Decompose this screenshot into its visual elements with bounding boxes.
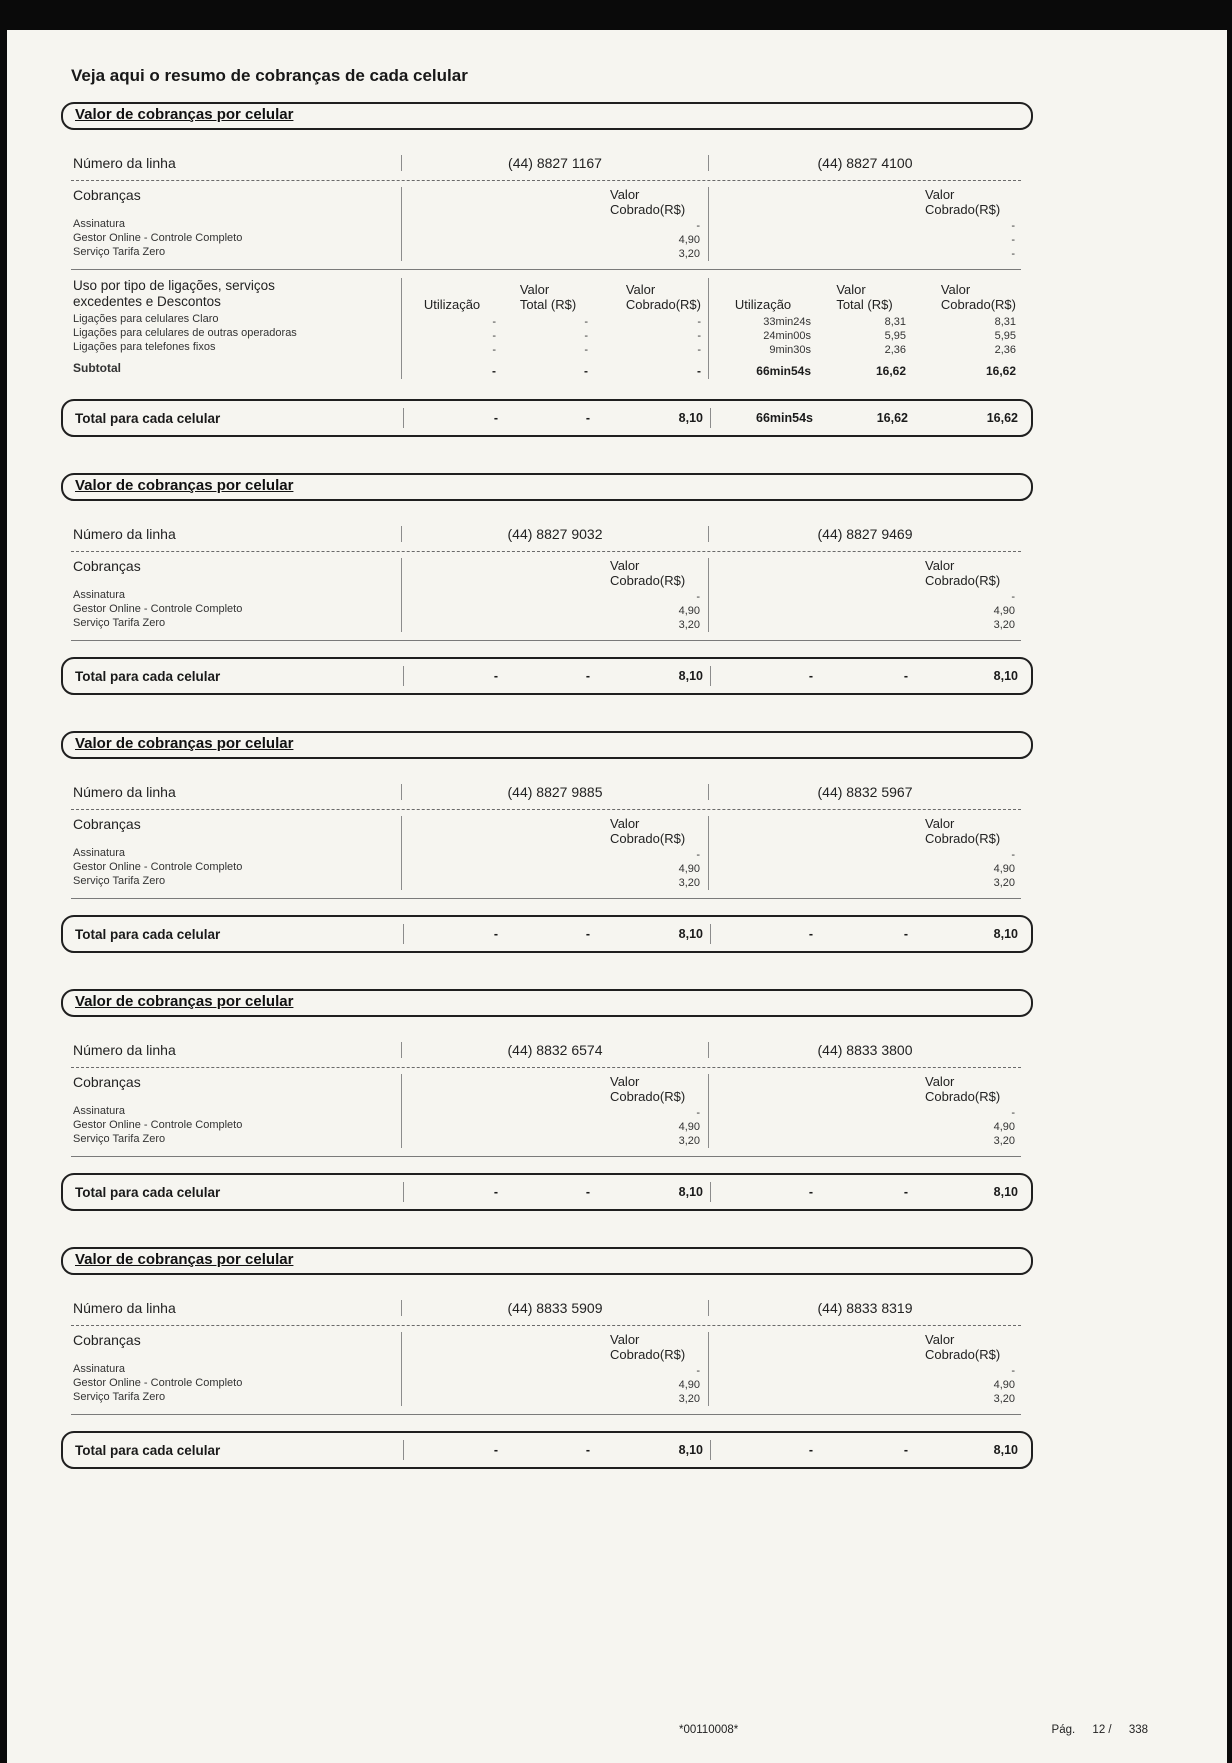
charges-labels-column <box>71 558 401 632</box>
total-values-right <box>710 1440 1023 1460</box>
valor-cobrado-value: 8,31 <box>994 316 1016 328</box>
charge-label-gestor-online: Gestor Online - Controle Completo <box>73 861 243 873</box>
charge-label-tarifa-zero: Serviço Tarifa Zero <box>73 246 166 258</box>
total-row-grid <box>73 408 1031 428</box>
charges-label: Cobranças <box>73 816 141 832</box>
subtotal-valor-total-value: - <box>584 364 588 378</box>
total-valor-cobrado-value: 8,10 <box>678 411 703 425</box>
total-valor-cobrado-value: 16,62 <box>986 411 1018 425</box>
charge-label-gestor-online: Gestor Online - Controle Completo <box>73 1119 243 1131</box>
phone-number-right: (44) 8827 9469 <box>708 526 1021 542</box>
valor-cobrado-header <box>925 1332 1015 1362</box>
charge-value: - <box>696 849 700 861</box>
utilizacao-value: - <box>492 344 496 356</box>
total-row <box>61 399 1033 437</box>
valor-total-value: - <box>584 344 588 356</box>
charge-value: - <box>1011 220 1015 232</box>
usage-title-line2: excedentes e Descontos <box>73 294 221 309</box>
valor-total-value: 2,36 <box>884 344 906 356</box>
page-current: 12 / <box>1092 1724 1112 1736</box>
usage-values-left <box>401 278 708 379</box>
usage-title-line1: Uso por tipo de ligações, serviços <box>73 278 275 293</box>
charge-value: 3,20 <box>993 1393 1015 1405</box>
total-valor-total-value: - <box>903 927 908 941</box>
usage-row-values <box>709 315 1021 329</box>
usage-row-values <box>402 315 708 329</box>
phone-number-right: (44) 8827 4100 <box>708 155 1021 171</box>
total-valor-cobrado-value: 8,10 <box>993 1443 1018 1457</box>
page-label: Pág. <box>1051 1724 1076 1736</box>
scan-artifact-left <box>0 0 7 1763</box>
subtotal-label: Subtotal <box>73 361 121 375</box>
valor-label: Valor <box>610 816 640 831</box>
charges-values-right <box>708 1332 1021 1406</box>
scan-artifact-top <box>0 0 1232 30</box>
section-header <box>61 989 1033 1017</box>
utilizacao-value: 33min24s <box>763 316 811 328</box>
charge-value: 3,20 <box>993 619 1015 631</box>
section-title: Valor de cobranças por celular <box>75 993 294 1010</box>
total-valor-cobrado-value: 8,10 <box>993 1185 1018 1199</box>
billing-section-2 <box>71 473 1021 695</box>
charge-value: 4,90 <box>993 863 1015 875</box>
utilizacao-value: - <box>492 316 496 328</box>
utilizacao-value: 9min30s <box>769 344 811 356</box>
total-valor-total-value: - <box>585 1443 590 1457</box>
charge-value: 4,90 <box>678 863 700 875</box>
valor-label: Valor <box>519 282 550 297</box>
charge-value: 3,20 <box>993 877 1015 889</box>
total-row <box>61 1173 1033 1211</box>
line-number-label: Número da linha <box>73 1300 176 1316</box>
line-number-row <box>71 146 1021 181</box>
charges-block <box>71 810 1021 899</box>
valor-label: Valor <box>610 1332 640 1347</box>
total-valor-total-value: 16,62 <box>876 411 908 425</box>
section-title: Valor de cobranças por celular <box>75 1251 294 1268</box>
charge-value: 4,90 <box>678 1121 700 1133</box>
phone-number-right: (44) 8833 3800 <box>708 1042 1021 1058</box>
phone-number-left: (44) 8833 5909 <box>401 1300 708 1316</box>
cobrado-label: Cobrado(R$) <box>940 297 1016 312</box>
valor-label: Valor <box>925 558 955 573</box>
valor-cobrado-header <box>941 282 1022 312</box>
cobrado-label: Cobrado(R$) <box>610 831 686 846</box>
total-label: Total para cada celular <box>75 926 221 942</box>
total-valor-cobrado-value: 8,10 <box>993 669 1018 683</box>
total-valor-total-value: - <box>585 669 590 683</box>
usage-row-values <box>709 343 1021 357</box>
total-utilizacao-value: - <box>808 1185 813 1199</box>
charge-label-assinatura: Assinatura <box>73 218 125 230</box>
phone-number-right: (44) 8833 8319 <box>708 1300 1021 1316</box>
total-values-left <box>403 666 710 686</box>
usage-labels-column <box>71 278 401 379</box>
valor-cobrado-header <box>925 816 1015 846</box>
valor-cobrado-value: - <box>697 316 701 328</box>
charges-values-right <box>708 816 1021 890</box>
line-number-row <box>71 1291 1021 1326</box>
valor-total-value: - <box>584 330 588 342</box>
valor-total-value: 8,31 <box>884 316 906 328</box>
total-utilizacao-value: - <box>493 411 498 425</box>
charge-label-assinatura: Assinatura <box>73 847 125 859</box>
charge-value: - <box>1011 248 1015 260</box>
total-row <box>61 915 1033 953</box>
valor-total-header <box>836 282 892 312</box>
usage-label-outras-operadoras: Ligações para celulares de outras operadoras <box>73 327 297 339</box>
charge-value: 4,90 <box>993 605 1015 617</box>
charges-block <box>71 1068 1021 1157</box>
section-header <box>61 731 1033 759</box>
subtotal-values <box>402 357 708 379</box>
valor-total-header <box>520 282 576 312</box>
charge-value: - <box>696 1365 700 1377</box>
charge-label-tarifa-zero: Serviço Tarifa Zero <box>73 875 166 887</box>
usage-values-right <box>708 278 1021 379</box>
page-total: 338 <box>1128 1724 1148 1736</box>
valor-total-value: - <box>584 316 588 328</box>
charges-labels-column <box>71 1332 401 1406</box>
line-number-label: Número da linha <box>73 1042 176 1058</box>
charges-labels-column <box>71 187 401 261</box>
usage-label-claro: Ligações para celulares Claro <box>73 313 219 325</box>
total-utilizacao-value: - <box>493 1185 498 1199</box>
charges-values-left <box>401 816 708 890</box>
utilizacao-value: 24min00s <box>763 330 811 342</box>
total-row-grid <box>73 1440 1031 1460</box>
charges-values-right <box>708 1074 1021 1148</box>
valor-label: Valor <box>925 816 955 831</box>
total-valor-total-value: - <box>585 1185 590 1199</box>
total-values-left <box>403 1440 710 1460</box>
charges-values-right <box>708 187 1021 261</box>
total-utilizacao-value: - <box>493 669 498 683</box>
subtotal-valor-cobrado-value: - <box>697 364 701 378</box>
phone-number-left: (44) 8827 9032 <box>401 526 708 542</box>
charge-value: - <box>1011 849 1015 861</box>
charge-value: 3,20 <box>678 877 700 889</box>
usage-block <box>71 270 1021 383</box>
section-header <box>61 102 1033 130</box>
valor-cobrado-header <box>610 558 700 588</box>
subtotal-values <box>709 357 1021 379</box>
valor-label: Valor <box>925 1332 955 1347</box>
valor-cobrado-header <box>610 187 700 217</box>
charges-values-right <box>708 558 1021 632</box>
charges-labels-column <box>71 1074 401 1148</box>
total-valor-cobrado-value: 8,10 <box>678 927 703 941</box>
valor-label: Valor <box>925 1074 955 1089</box>
charge-value: - <box>1011 1107 1015 1119</box>
cobrado-label: Cobrado(R$) <box>925 202 1001 217</box>
charge-value: - <box>696 1107 700 1119</box>
valor-label: Valor <box>940 282 971 297</box>
total-values-left <box>403 1182 710 1202</box>
total-label: Total para cada celular <box>75 1184 221 1200</box>
subtotal-utilizacao-value: - <box>492 364 496 378</box>
valor-label: Valor <box>610 1074 640 1089</box>
total-row-grid <box>73 924 1031 944</box>
charge-value: 4,90 <box>993 1121 1015 1133</box>
cobrado-label: Cobrado(R$) <box>610 1089 686 1104</box>
valor-label: Valor <box>610 187 640 202</box>
charge-value: 4,90 <box>678 234 700 246</box>
utilizacao-header: Utilização <box>423 297 481 312</box>
charge-value: 3,20 <box>678 1135 700 1147</box>
total-values-left <box>403 408 710 428</box>
section-title: Valor de cobranças por celular <box>75 477 294 494</box>
page-title: Veja aqui o resumo de cobranças de cada celular <box>71 66 468 85</box>
charge-value: 4,90 <box>678 605 700 617</box>
valor-label: Valor <box>925 187 955 202</box>
total-values-right <box>710 408 1023 428</box>
subtotal-valor-total-value: 16,62 <box>875 364 906 378</box>
charge-value: - <box>696 591 700 603</box>
cobrado-label: Cobrado(R$) <box>610 202 686 217</box>
valor-cobrado-header <box>610 1332 700 1362</box>
cobrado-label: Cobrado(R$) <box>925 1089 1001 1104</box>
charges-values-left <box>401 187 708 261</box>
charge-value: - <box>1011 1365 1015 1377</box>
subtotal-valor-cobrado-value: 16,62 <box>985 364 1016 378</box>
total-row-grid <box>73 666 1031 686</box>
total-valor-total-value: - <box>903 1443 908 1457</box>
usage-columns-header <box>709 278 1021 312</box>
phone-number-right: (44) 8832 5967 <box>708 784 1021 800</box>
valor-cobrado-header <box>626 282 709 312</box>
total-utilizacao-value: - <box>493 1443 498 1457</box>
charge-value: 3,20 <box>993 1135 1015 1147</box>
line-number-label: Número da linha <box>73 784 176 800</box>
total-utilizacao-value: - <box>808 927 813 941</box>
valor-cobrado-value: - <box>697 344 701 356</box>
charges-values-left <box>401 1074 708 1148</box>
billing-section-5 <box>71 1247 1021 1469</box>
charge-label-gestor-online: Gestor Online - Controle Completo <box>73 232 243 244</box>
cobrado-label: Cobrado(R$) <box>925 1347 1001 1362</box>
charges-block <box>71 552 1021 641</box>
charges-label: Cobranças <box>73 187 141 203</box>
charge-label-assinatura: Assinatura <box>73 589 125 601</box>
line-number-row <box>71 517 1021 552</box>
bill-page <box>7 30 1220 1505</box>
valor-cobrado-header <box>610 816 700 846</box>
total-valor-cobrado-value: 8,10 <box>993 927 1018 941</box>
usage-row-values <box>402 343 708 357</box>
charges-label: Cobranças <box>73 1074 141 1090</box>
total-row <box>61 1431 1033 1469</box>
charges-block <box>71 181 1021 270</box>
usage-row-values <box>709 329 1021 343</box>
cobrado-label: Cobrado(R$) <box>610 573 686 588</box>
line-number-label: Número da linha <box>73 155 176 171</box>
valor-label: Valor <box>836 282 866 297</box>
section-header <box>61 473 1033 501</box>
total-valor-total-value: - <box>585 411 590 425</box>
valor-cobrado-value: 5,95 <box>994 330 1016 342</box>
valor-cobrado-header <box>610 1074 700 1104</box>
charge-value: 4,90 <box>678 1379 700 1391</box>
total-values-left <box>403 924 710 944</box>
valor-cobrado-header <box>925 187 1015 217</box>
total-valor-total-value: - <box>903 669 908 683</box>
charge-value: 4,90 <box>993 1379 1015 1391</box>
total-utilizacao-value: 66min54s <box>756 411 813 425</box>
charge-label-assinatura: Assinatura <box>73 1363 125 1375</box>
total-label: Total para cada celular <box>75 668 221 684</box>
charge-label-tarifa-zero: Serviço Tarifa Zero <box>73 1391 166 1403</box>
valor-label: Valor <box>625 282 656 297</box>
subtotal-utilizacao-value: 66min54s <box>756 364 811 378</box>
usage-header-label <box>71 278 401 312</box>
charge-label-gestor-online: Gestor Online - Controle Completo <box>73 603 243 615</box>
valor-label: Valor <box>610 558 640 573</box>
line-number-row <box>71 1033 1021 1068</box>
total-valor-total-value: - <box>903 1185 908 1199</box>
total-values-right <box>710 1182 1023 1202</box>
total-label: Total para cada celular <box>75 1442 221 1458</box>
line-number-row <box>71 775 1021 810</box>
charge-label-gestor-online: Gestor Online - Controle Completo <box>73 1377 243 1389</box>
utilizacao-header: Utilização <box>734 297 792 312</box>
total-valor-cobrado-value: 8,10 <box>678 1185 703 1199</box>
total-rs-label: Total (R$) <box>519 297 577 312</box>
section-title: Valor de cobranças por celular <box>75 735 294 752</box>
valor-cobrado-value: 2,36 <box>994 344 1016 356</box>
total-valor-total-value: - <box>585 927 590 941</box>
charge-value: 3,20 <box>678 619 700 631</box>
total-label: Total para cada celular <box>75 410 221 426</box>
cobrado-label: Cobrado(R$) <box>625 297 701 312</box>
usage-label-telefones-fixos: Ligações para telefones fixos <box>73 341 216 353</box>
charge-value: - <box>1011 234 1015 246</box>
charges-block <box>71 1326 1021 1415</box>
billing-section-3 <box>71 731 1021 953</box>
total-values-right <box>710 924 1023 944</box>
total-valor-cobrado-value: 8,10 <box>678 669 703 683</box>
total-utilizacao-value: - <box>493 927 498 941</box>
total-row <box>61 657 1033 695</box>
charges-label: Cobranças <box>73 1332 141 1348</box>
section-title: Valor de cobranças por celular <box>75 106 294 123</box>
charge-value: 3,20 <box>678 1393 700 1405</box>
total-utilizacao-value: - <box>808 1443 813 1457</box>
cobrado-label: Cobrado(R$) <box>610 1347 686 1362</box>
total-values-right <box>710 666 1023 686</box>
phone-number-left: (44) 8827 1167 <box>401 155 708 171</box>
valor-cobrado-header <box>925 558 1015 588</box>
scan-artifact-right <box>1227 0 1232 1763</box>
total-utilizacao-value: - <box>808 669 813 683</box>
total-valor-cobrado-value: 8,10 <box>678 1443 703 1457</box>
charge-value: - <box>696 220 700 232</box>
section-header <box>61 1247 1033 1275</box>
total-rs-label: Total (R$) <box>836 297 893 312</box>
total-row-grid <box>73 1182 1031 1202</box>
charges-values-left <box>401 558 708 632</box>
valor-cobrado-value: - <box>697 330 701 342</box>
cobrado-label: Cobrado(R$) <box>925 831 1001 846</box>
valor-total-value: 5,95 <box>884 330 906 342</box>
billing-section-1 <box>71 102 1021 437</box>
charge-value: - <box>1011 591 1015 603</box>
charges-labels-column <box>71 816 401 890</box>
phone-number-left: (44) 8827 9885 <box>401 784 708 800</box>
usage-columns-header <box>402 278 708 312</box>
charge-label-assinatura: Assinatura <box>73 1105 125 1117</box>
page-footer <box>7 1724 1220 1744</box>
usage-row-values <box>402 329 708 343</box>
charge-label-tarifa-zero: Serviço Tarifa Zero <box>73 1133 166 1145</box>
line-number-label: Número da linha <box>73 526 176 542</box>
utilizacao-value: - <box>492 330 496 342</box>
page-number <box>1052 1724 1148 1736</box>
barcode-number: *00110008* <box>679 1724 739 1736</box>
billing-section-4 <box>71 989 1021 1211</box>
charge-value: 3,20 <box>678 248 700 260</box>
charge-label-tarifa-zero: Serviço Tarifa Zero <box>73 617 166 629</box>
charges-values-left <box>401 1332 708 1406</box>
phone-number-left: (44) 8832 6574 <box>401 1042 708 1058</box>
valor-cobrado-header <box>925 1074 1015 1104</box>
charges-label: Cobranças <box>73 558 141 574</box>
cobrado-label: Cobrado(R$) <box>925 573 1001 588</box>
